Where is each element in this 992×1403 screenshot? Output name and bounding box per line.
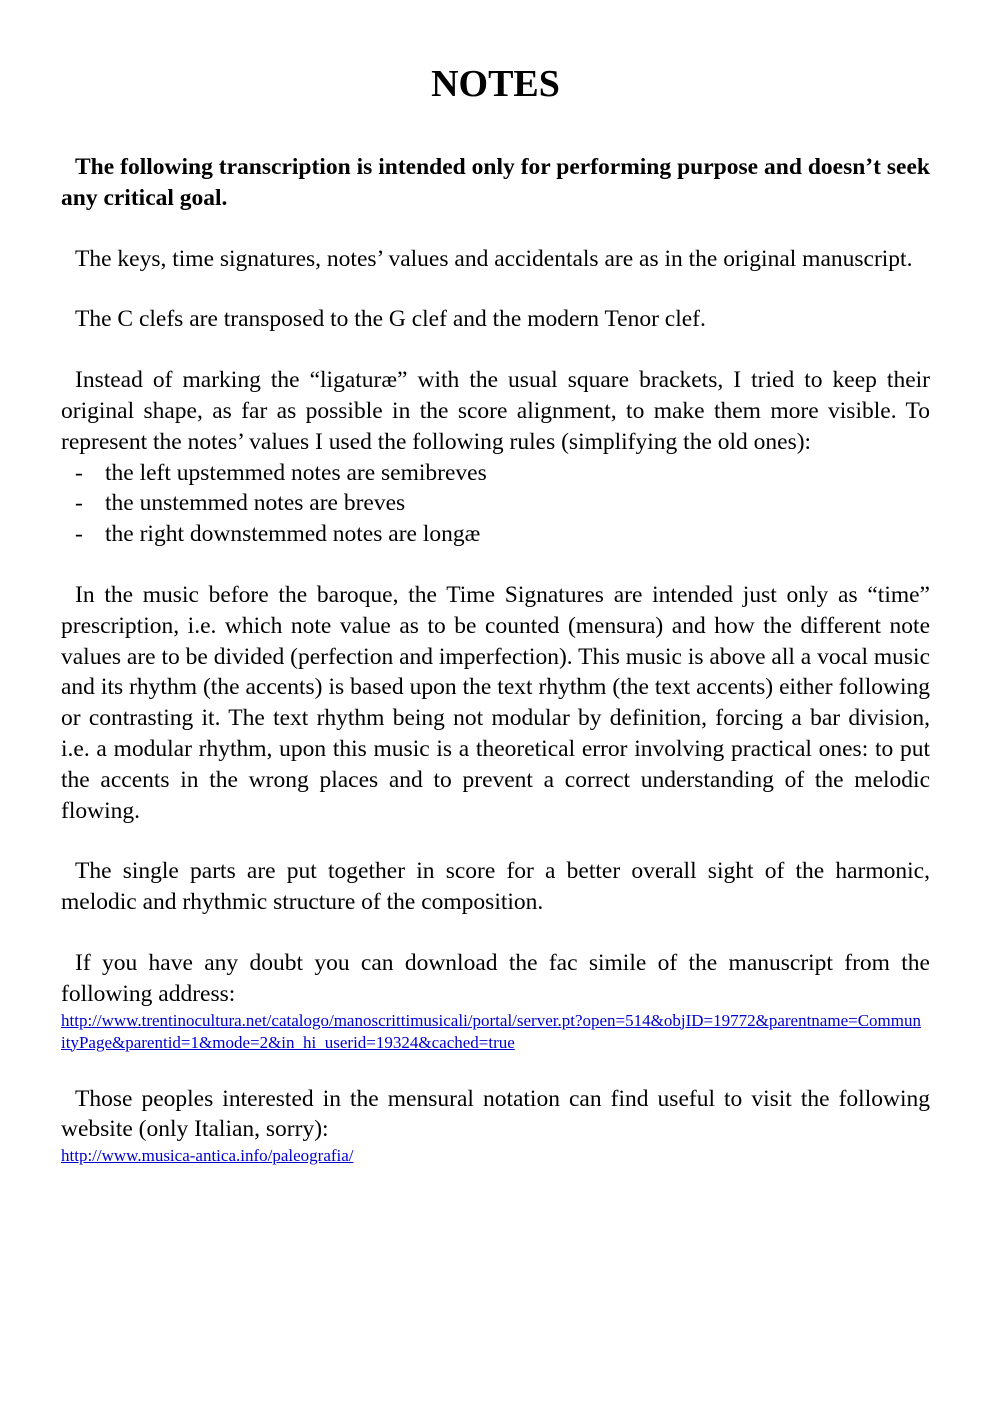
time-signatures-paragraph: In the music before the baroque, the Time Signatures are intended just only as “time” prescription, i.e. which note value as to be counted (mensura) and how the different note values are to be divided (perfection and imperfection). This music is above all a vocal music and its rhythm (the accents) is based upon the text rhythm (the text accents) either following or contrasting it. The text rhythm being not modular by definition, forcing a bar division, i.e. a modular rhythm, upon this music is a theoretical error involving practical ones: to put the accents in the wrong places and to prevent a correct understanding of the melodic flowing. — [61, 581, 930, 824]
list-item-text: the left upstemmed notes are semibreves — [105, 459, 487, 486]
intro-paragraph: The following transcription is intended only for performing purpose and doesn’t seek any critical goal. — [61, 154, 930, 211]
ligatures-paragraph: Instead of marking the “ligaturæ” with the usual square brackets, I tried to keep their original shape, as far as possible in the score alignment, to make them more visible. To represent the notes’ values I used the following rules (simplifying the old ones): — [61, 367, 930, 455]
paleografia-link[interactable]: http://www.musica-antica.info/paleografia/ — [61, 1146, 354, 1166]
list-bullet: - — [75, 521, 83, 548]
list-item — [61, 519, 930, 550]
list-item-text: the unstemmed notes are breves — [105, 490, 406, 517]
page-title: NOTES — [431, 63, 560, 105]
manuscript-link[interactable]: http://www.trentinocultura.net/catalogo/manoscrittimusicali/portal/server.pt?open=514&objID=19772&parentname=CommunityPage&parentid=1&mode=2&in_hi_userid=19324&cached=true — [61, 1010, 921, 1052]
rules-list — [61, 458, 930, 550]
doubt-paragraph: If you have any doubt you can download the fac simile of the manuscript from the following address: — [61, 949, 930, 1007]
list-item — [61, 488, 930, 519]
keys-paragraph: The keys, time signatures, notes’ values and accidentals are as in the original manuscript. — [75, 245, 913, 272]
clefs-paragraph: The C clefs are transposed to the G clef and the modern Tenor clef. — [75, 306, 706, 333]
list-bullet: - — [75, 490, 83, 517]
score-paragraph: The single parts are put together in score for a better overall sight of the harmonic, melodic and rhythmic structure of the composition. — [61, 858, 930, 916]
list-bullet: - — [75, 459, 83, 486]
mensural-paragraph: Those peoples interested in the mensural notation can find useful to visit the following website (only Italian, sorry): — [61, 1085, 930, 1143]
list-item-text: the right downstemmed notes are longæ — [105, 521, 481, 548]
list-item — [61, 458, 930, 489]
